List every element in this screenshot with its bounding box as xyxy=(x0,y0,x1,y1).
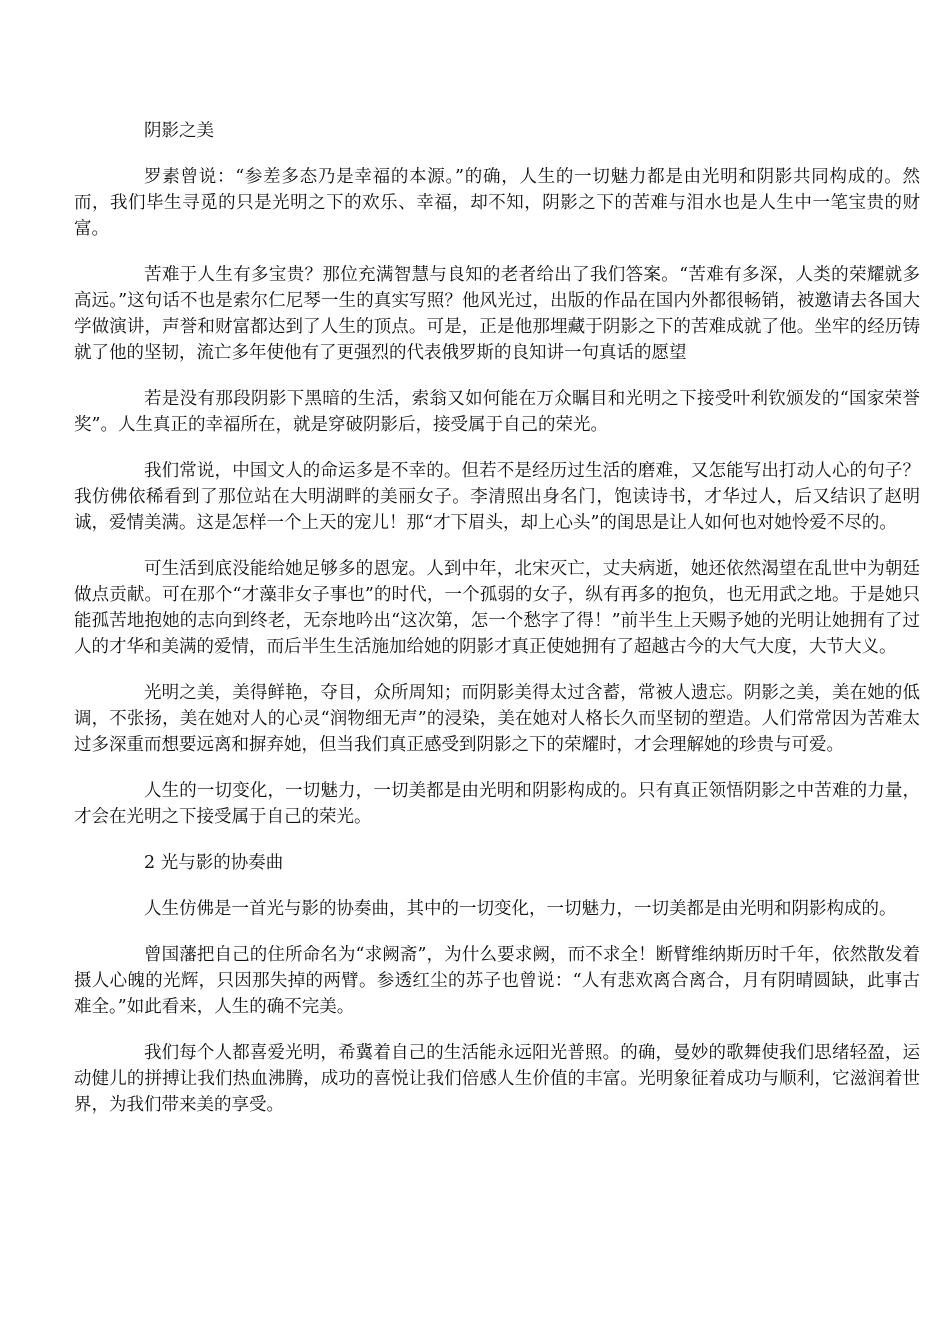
document-page xyxy=(74,118,920,1138)
paragraph: 曾国藩把自己的住所命名为“求阙斋”，为什么要求阙，而不求全！断臂维纳斯历时千年，依然散发着摄人心魄的光辉，只因那失掉的两臂。参透红尘的苏子也曾说：“人有悲欢离合离合，月有阴晴圆缺，此事古难全。”如此看来，人生的确不完美。 xyxy=(74,945,920,1017)
paragraph: 光明之美，美得鲜艳，夺目，众所周知；而阴影美得太过含蓄，常被人遗忘。阴影之美，美在她的低调，不张扬，美在她对人的心灵“润物细无声”的浸染，美在她对人格长久而坚韧的塑造。人们常常因为苦难太过多深重而想要远离和摒弃她，但当我们真正感受到阴影之下的荣耀时，才会理解她的珍贵与可爱。 xyxy=(74,683,920,755)
paragraph: 苦难于人生有多宝贵？那位充满智慧与良知的老者给出了我们答案。“苦难有多深，人类的荣耀就多高远。”这句话不也是索尔仁尼琴一生的真实写照？他风光过，出版的作品在国内外都很畅销，被邀请去各国大学做演讲，声誉和财富都达到了人生的顶点。可是，正是他那埋藏于阴影之下的苦难成就了他。坐牢的经历铸就了他的坚韧，流亡多年使他有了更强烈的代表俄罗斯的良知讲一句真话的愿望 xyxy=(74,265,920,363)
paragraph: 若是没有那段阴影下黑暗的生活，索翁又如何能在万众瞩目和光明之下接受叶利钦颁发的“国家荣誉奖”。人生真正的幸福所在，就是穿破阴影后，接受属于自己的荣光。 xyxy=(74,389,920,435)
paragraph: 可生活到底没能给她足够多的恩宠。人到中年，北宋灭亡，丈夫病逝，她还依然渴望在乱世中为朝廷做点贡献。可在那个“才藻非女子事也”的时代，一个孤弱的女子，纵有再多的抱负，也无用武之地。于是她只能孤苦地抱她的志向到终老，无奈地吟出“这次第，怎一个愁字了得！”前半生上天赐予她的光明让她拥有了过人的才华和美满的爱情，而后半生生活施加给她的阴影才真正使她拥有了超越古今的大气大度，大节大义。 xyxy=(74,559,920,657)
paragraph: 我们每个人都喜爱光明，希冀着自己的生活能永远阳光普照。的确，曼妙的歌舞使我们思绪轻盈，运动健儿的拼搏让我们热血沸腾，成功的喜悦让我们倍感人生价值的丰富。光明象征着成功与顺利，它滋润着世界，为我们带来美的享受。 xyxy=(74,1043,920,1115)
paragraph: 罗素曾说：“参差多态乃是幸福的本源。”的确，人生的一切魅力都是由光明和阴影共同构成的。然而，我们毕生寻觅的只是光明之下的欢乐、幸福，却不知，阴影之下的苦难与泪水也是人生中一笔宝贵的财富。 xyxy=(74,167,920,239)
paragraph: 人生的一切变化，一切魅力，一切美都是由光明和阴影构成的。只有真正领悟阴影之中苦难的力量，才会在光明之下接受属于自己的荣光。 xyxy=(74,781,920,827)
paragraph: 我们常说，中国文人的命运多是不幸的。但若不是经历过生活的磨难，又怎能写出打动人心的句子？我仿佛依稀看到了那位站在大明湖畔的美丽女子。李清照出身名门，饱读诗书，才华过人，后又结识了赵明诚，爱情美满。这是怎样一个上天的宠儿！那“才下眉头，却上心头”的闺思是让人如何也对她怜爱不尽的。 xyxy=(74,461,920,533)
paragraph: 人生仿佛是一首光与影的协奏曲，其中的一切变化，一切魅力，一切美都是由光明和阴影构成的。 xyxy=(144,899,897,919)
essay-title: 阴影之美 xyxy=(144,121,214,141)
section-title: 2 光与影的协奏曲 xyxy=(144,853,284,873)
